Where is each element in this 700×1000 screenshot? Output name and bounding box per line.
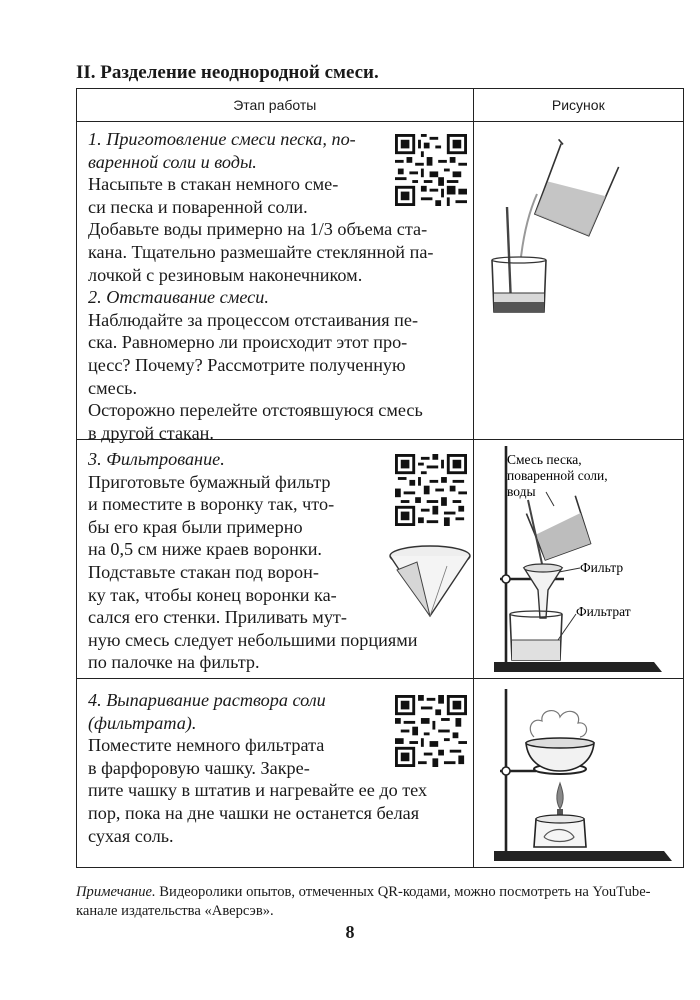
step1-line2: варенной соли и воды. <box>88 151 257 172</box>
step1-line6: кана. Тщательно размешайте стеклянной па- <box>88 241 434 262</box>
qr-code-icon[interactable] <box>395 454 467 526</box>
figure-cell-3 <box>473 679 683 868</box>
figure-cell-2 <box>473 440 683 679</box>
label-filter: Фильтр <box>579 560 623 575</box>
evaporation-illustration <box>474 679 684 867</box>
step4-line6: пор, пока на дне чашки не останется белая <box>88 802 420 823</box>
step3-line7: ку так, чтобы конец воронки ка- <box>88 584 337 605</box>
step2-line3: ска. Равномерно ли происходит этот про- <box>88 332 408 353</box>
qr-code-icon[interactable] <box>395 134 467 206</box>
beaker-illustration <box>474 122 684 439</box>
step3-line8: сался его стенки. Приливать мут- <box>88 607 347 628</box>
header-figure: Рисунок <box>473 89 683 122</box>
label-mixture-1: Смесь песка, <box>506 452 582 467</box>
step4-title: 4. Выпаривание раствора соли <box>88 690 326 710</box>
step3-line5: на 0,5 см ниже краев воронки. <box>88 539 322 560</box>
stage-cell-1-2 <box>77 122 474 443</box>
step3-line4: бы его края были примерно <box>88 516 303 537</box>
header-stage: Этап работы <box>77 89 474 122</box>
stage-cell-3 <box>77 440 474 679</box>
label-mixture-3: воды <box>506 484 536 499</box>
step1-line5: Добавьте воды примерно на 1/3 объема ста- <box>88 219 428 240</box>
stage-cell-4 <box>77 679 474 868</box>
label-filtrate: Фильтрат <box>575 604 631 619</box>
table-row <box>77 440 684 679</box>
step2-line5: смесь. <box>88 377 138 398</box>
step4-line3: Поместите немного фильтрата <box>88 735 325 756</box>
step1-line3: Насыпьте в стакан немного сме- <box>88 174 339 195</box>
step3-line6: Подставьте стакан под ворон- <box>88 561 319 582</box>
step3-line10: по палочке на фильтр. <box>88 652 260 673</box>
qr-code-icon[interactable] <box>395 695 467 767</box>
footnote-label: Примечание. <box>76 884 156 900</box>
step2-line6: Осторожно перелейте отстоявшуюся смесь <box>88 400 423 421</box>
step2-line2: Наблюдайте за процессом отстаивания пе- <box>88 309 419 330</box>
page-number: 8 <box>345 922 355 942</box>
step3-line3: и поместите в воронку так, что- <box>88 494 335 515</box>
step2-line4: цесс? Почему? Рассмотрите полученную <box>88 354 406 375</box>
table-row <box>77 679 684 868</box>
footnote-text: Видеоролики опытов, отмеченных QR-кодами, можно посмотреть на YouTube-канале издательства «Аверсэв». <box>76 884 651 919</box>
step1-line7: лочкой с резиновым наконечником. <box>88 264 363 285</box>
step1-line4: си песка и поваренной соли. <box>88 196 308 217</box>
figure-cell-1 <box>473 122 683 440</box>
filtration-illustration <box>474 440 684 678</box>
step4-line5: пите чашку в штатив и нагревайте ее до тех <box>88 780 428 801</box>
experiment-table <box>76 88 684 868</box>
footnote <box>76 883 676 921</box>
table-row <box>77 122 684 440</box>
step3-title: 3. Фильтрование. <box>88 449 225 469</box>
step3-line2: Приготовьте бумажный фильтр <box>88 471 331 492</box>
table-header-row <box>77 89 684 122</box>
step1-line1: 1. Приготовление смеси песка, по- <box>88 129 356 149</box>
paper-filter-illustration <box>387 544 473 618</box>
step2-line7: в другой стакан. <box>88 422 214 443</box>
step4-line7: сухая соль. <box>88 825 174 846</box>
label-mixture-2: поваренной соли, <box>506 468 608 483</box>
section-title: II. Разделение неоднородной смеси. <box>76 62 379 83</box>
step3-line9: ную смесь следует небольшими порциями <box>88 629 418 650</box>
step4-line4: в фарфоровую чашку. Закре- <box>88 757 310 778</box>
step2-title: 2. Отстаивание смеси. <box>88 287 269 308</box>
step4-title-2: (фильтрата). <box>88 712 197 733</box>
